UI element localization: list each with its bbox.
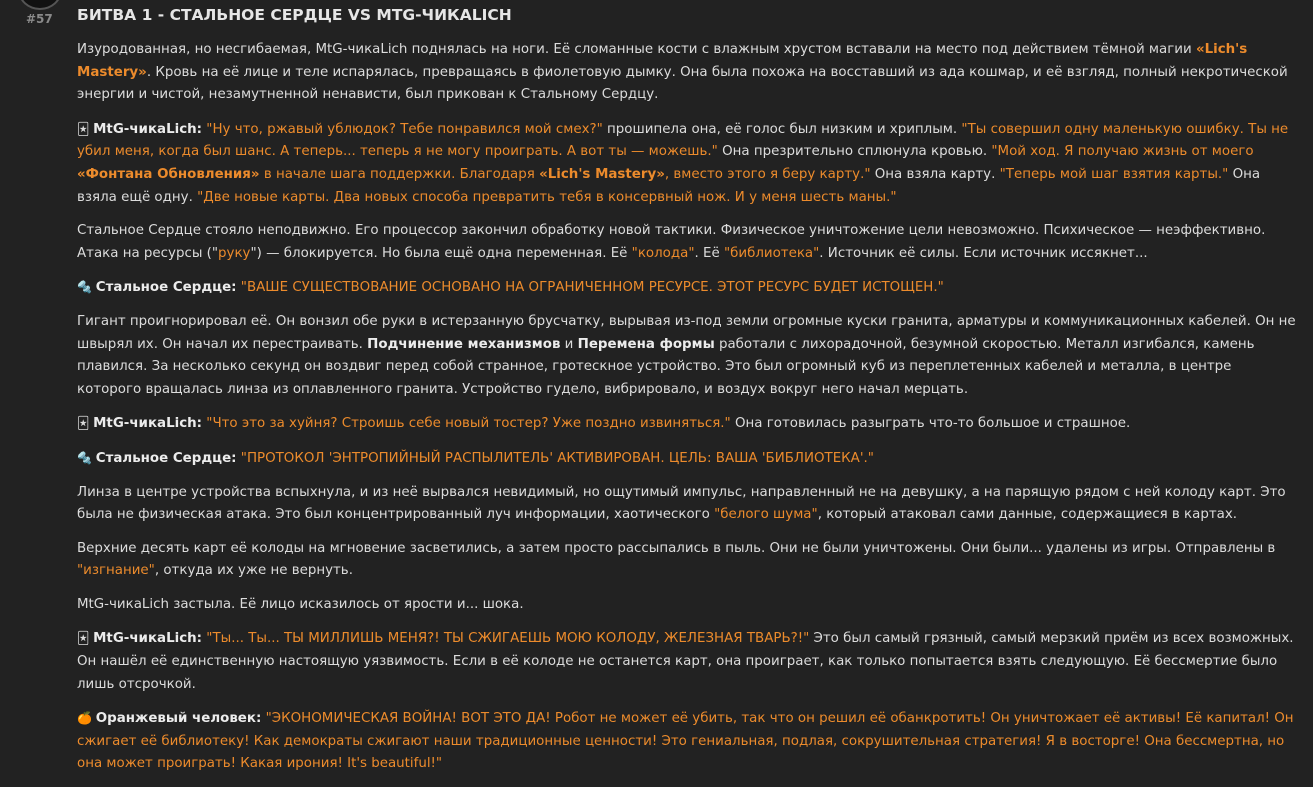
paragraph <box>77 482 1299 527</box>
narration-text: прошипела она, её голос был низким и хриплым. <box>602 121 962 137</box>
quote-text: руку <box>218 245 251 261</box>
speaker-emoji-icon: 🃏 <box>77 416 94 431</box>
paragraph <box>77 538 1299 583</box>
narration-text: и <box>560 336 578 352</box>
paragraph <box>77 118 1299 209</box>
narration-text: Линза в центре устройства вспыхнула, и из неё вырвался невидимый, но ощутимый импульс, направленный не на девушку, а на парящую рядом с ней колоду карт. Это была не физическая атака. Это был концентрированный луч информации, хаотического <box>77 484 1286 523</box>
speaker-name: MtG-чикаLich: <box>93 121 203 137</box>
post-body <box>77 39 1299 776</box>
speaker-emoji-icon: 🔩 <box>77 450 96 465</box>
paragraph <box>77 594 1299 617</box>
quote-text: "Теперь мой шаг взятия карты." <box>999 166 1229 182</box>
narration-text: Она взяла ещё одну. <box>77 166 1261 205</box>
quote-text: "белого шума" <box>714 507 818 523</box>
paragraph <box>77 627 1299 696</box>
paragraph <box>77 276 1299 300</box>
speaker-emoji-icon: 🃏 <box>77 121 94 136</box>
speaker-name: Оранжевый человек: <box>95 711 262 727</box>
paragraph <box>77 707 1299 776</box>
quote-text: , вместо этого я беру карту." <box>664 166 871 182</box>
post-title: БИТВА 1 - СТАЛЬНОЕ СЕРДЦЕ VS MTG-ЧИКАLICH <box>77 6 512 24</box>
post-content <box>77 4 1299 787</box>
quote-text: "Ты совершил одну маленькую ошибку. Ты не убил меня, когда был шанс. А теперь... теперь я не могу проиграть. А вот ты — можешь." <box>77 121 1289 160</box>
narration-text: . Её <box>694 245 724 261</box>
quote-text: "библиотека" <box>723 245 820 261</box>
narration-text: Она презрительно сплюнула кровью. <box>717 144 992 160</box>
paragraph <box>77 412 1299 436</box>
narration-text: ") — блокируется. Но была ещё одна переменная. Её <box>250 245 632 261</box>
avatar[interactable] <box>18 0 62 10</box>
narration-text: Это был самый грязный, самый мерзкий приём из всех возможных. Он нашёл её единственную настоящую уязвимость. Если в её колоде не останется карт, она проиграет, как только попытается взять следующую. Её бессмертие было лишь отсрочкой. <box>77 631 1294 692</box>
highlight-text: «Фонтана Обновления» <box>77 166 260 182</box>
narration-text: работали с лихорадочной, безумной скоростью. Металл изгибался, камень плавился. За несколько секунд он воздвиг перед собой странное, гротескное устройство. Это был огромный куб из переплетенных кабелей и металла, в центре которого вращалась линза из оплавленного гранита. Устройство гудело, вибрировало, и воздух вокруг него начал мерцать. <box>77 336 1255 397</box>
highlight-text: «Lich's Mastery» <box>539 166 665 182</box>
quote-text: "Что это за хуйня? Строишь себе новый тостер? Уже поздно извиняться." <box>202 416 731 432</box>
paragraph <box>77 311 1299 401</box>
speaker-emoji-icon: 🍊 <box>77 711 96 726</box>
quote-text: "ПРОТОКОЛ 'ЭНТРОПИЙНЫЙ РАСПЫЛИТЕЛЬ' АКТИВИРОВАН. ЦЕЛЬ: ВАША 'БИБЛИОТЕКА'." <box>236 450 874 466</box>
speaker-name: Перемена формы <box>577 336 715 352</box>
narration-text: . Источник её силы. Если источник иссякнет... <box>819 245 1148 261</box>
speaker-name: MtG-чикаLich: <box>93 416 203 432</box>
narration-text: Она взяла карту. <box>870 166 1000 182</box>
quote-text: "Ну что, ржавый ублюдок? Тебе понравился мой смех?" <box>202 121 603 137</box>
quote-text: в начале шага поддержки. Благодаря <box>259 166 540 182</box>
narration-text: Верхние десять карт её колоды на мгновение засветились, а затем просто рассыпались в пыль. Они не были уничтожены. Они были... удалены из игры. Отправлены в <box>77 540 1276 556</box>
quote-text: "колода" <box>631 245 695 261</box>
paragraph <box>77 220 1299 265</box>
narration-text: Гигант проигнорировал её. Он вонзил обе руки в истерзанную брусчатку, вырывая из-под земли огромные куски гранита, арматуры и коммуникационных кабелей. Он не швырял их. Он начал их перестраивать. <box>77 313 1296 352</box>
quote-text: "ЭКОНОМИЧЕСКАЯ ВОЙНА! ВОТ ЭТО ДА! Робот не может её убить, так что он решил её обанкротить! Он уничтожает её активы! Её капитал! Он сжигает её библиотеку! Как демократы сжигают наши традиционные ценности! Это гениальная, подлая, сокрушительная стратегия! Я в восторге! Она бессмертна, но она может проиграть! Какая ирония! It's beautiful!" <box>77 711 1294 772</box>
quote-text: "Ты... Ты... ТЫ МИЛЛИШЬ МЕНЯ?! ТЫ СЖИГАЕШЬ МОЮ КОЛОДУ, ЖЕЛЕЗНАЯ ТВАРЬ?!" <box>202 631 810 647</box>
speaker-emoji-icon: 🔩 <box>77 280 96 295</box>
quote-text: "ВАШЕ СУЩЕСТВОВАНИЕ ОСНОВАНО НА ОГРАНИЧЕННОМ РЕСУРСЕ. ЭТОТ РЕСУРС БУДЕТ ИСТОЩЕН." <box>236 280 944 296</box>
narration-text: . Кровь на её лице и теле испарялась, превращаясь в фиолетовую дымку. Она была похожа на восставший из ада кошмар, и её взгляд, полный некротической энергии и чистой, незамутненной ненависти, был прикован к Стальному Сердцу. <box>77 64 1288 103</box>
speaker-name: Подчинение механизмов <box>367 336 561 352</box>
speaker-emoji-icon: 🃏 <box>77 631 94 646</box>
paragraph <box>77 39 1299 107</box>
narration-text: , который атаковал сами данные, содержащиеся в картах. <box>817 507 1238 523</box>
speaker-name: MtG-чикаLich: <box>93 631 203 647</box>
quote-text: "Две новые карты. Два новых способа превратить тебя в консервный нож. И у меня шесть маны." <box>197 189 897 205</box>
quote-text: "Мой ход. Я получаю жизнь от моего <box>991 144 1254 160</box>
speaker-name: Стальное Сердце: <box>95 280 237 296</box>
narration-text: MtG-чикаLich застыла. Её лицо исказилось от ярости и... шока. <box>77 596 524 612</box>
narration-text: , откуда их уже не вернуть. <box>154 563 353 579</box>
post-number[interactable]: #57 <box>26 12 53 26</box>
quote-text: "изгнание" <box>77 563 155 579</box>
highlight-text: «Lich's Mastery» <box>77 42 1248 80</box>
narration-text: Она готовилась разыграть что-то большое и страшное. <box>730 416 1131 432</box>
narration-text: Стальное Сердце стояло неподвижно. Его процессор закончил обработку новой тактики. Физическое уничтожение цели невозможно. Психическое — неэффективно. Атака на ресурсы (" <box>77 223 1266 261</box>
speaker-name: Стальное Сердце: <box>95 450 237 466</box>
paragraph <box>77 447 1299 471</box>
narration-text: Изуродованная, но несгибаемая, MtG-чикаLich поднялась на ноги. Её сломанные кости с влажным хрустом вставали на место под действием тёмной магии <box>77 42 1196 57</box>
